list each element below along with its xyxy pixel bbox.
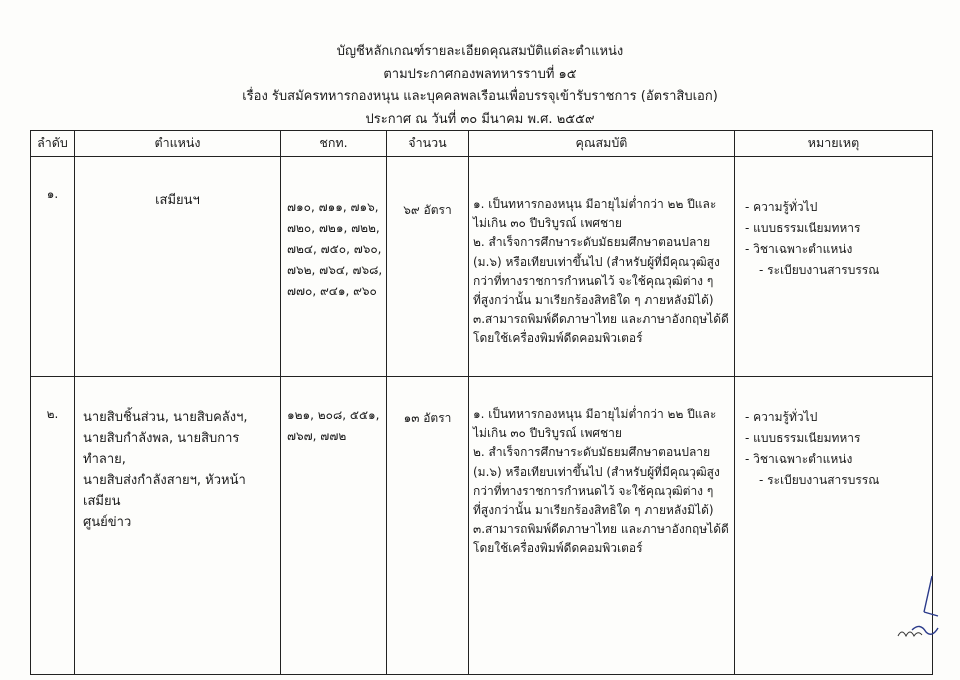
qualification-line: ๓.สามารถพิมพ์ดีดภาษาไทย และภาษาอังกฤษได้ดี bbox=[473, 312, 729, 327]
header-code: ชกท. bbox=[281, 131, 387, 157]
remark-item: - วิชาเฉพาะตำแหน่ง bbox=[745, 242, 853, 256]
qualification-line: ๑. เป็นทหารกองหนุน มีอายุไม่ต่ำกว่า ๒๒ ปีและ bbox=[473, 407, 717, 421]
remark-item: - ความรู้ทั่วไป bbox=[745, 200, 818, 214]
qualifications-table bbox=[30, 130, 933, 675]
qualification-line: ๑. เป็นทหารกองหนุน มีอายุไม่ต่ำกว่า ๒๒ ปีและ bbox=[473, 197, 717, 211]
qualification-line: โดยใช้เครื่องพิมพ์ดีดคอมพิวเตอร์ bbox=[473, 541, 643, 556]
row-order: ๑. bbox=[31, 157, 75, 377]
code-line: ๗๒๐, ๗๒๑, ๗๒๒, bbox=[287, 221, 380, 235]
qualification-line: กว่าที่ทางราชการกำหนดไว้ จะใช้คุณวุฒิต่าง ๆ bbox=[473, 273, 714, 288]
header-order: ลำดับ bbox=[31, 131, 75, 157]
row-count: ๑๓ อัตรา bbox=[387, 377, 469, 675]
header-title: บัญชีหลักเกณฑ์รายละเอียดคุณสมบัติแต่ละตำแหน่ง bbox=[336, 44, 624, 59]
remark-item: - แบบธรรมเนียมทหาร bbox=[745, 431, 861, 445]
qualification-line: ๒. สำเร็จการศึกษาระดับมัธยมศึกษาตอนปลาย bbox=[473, 235, 711, 250]
remark-item: - ระเบียบงานสารบรรณ bbox=[759, 473, 880, 487]
qualification-line: ไม่เกิน ๓๐ ปีบริบูรณ์ เพศชาย bbox=[473, 216, 622, 231]
row-codes bbox=[281, 377, 387, 675]
qualification-line: กว่าที่ทางราชการกำหนดไว้ จะใช้คุณวุฒิต่าง ๆ bbox=[473, 483, 714, 498]
header-subject: เรื่อง รับสมัครทหารกองหนุน และบุคคลพลเรือนเพื่อบรรจุเข้ารับราชการ (อัตราสิบเอก) bbox=[242, 89, 718, 104]
code-line: ๗๖๗, ๗๗๒ bbox=[287, 429, 347, 443]
row-position bbox=[75, 377, 281, 675]
qualification-line: (ม.๖) หรือเทียบเท่าขึ้นไป (สำหรับผู้ที่มีคุณวุฒิสูง bbox=[473, 254, 720, 269]
position-line: นายสิบกำลังพล, นายสิบการทำลาย, bbox=[83, 431, 240, 467]
qualification-line: ที่สูงกว่านั้น มาเรียกร้องสิทธิใด ๆ ภายหลังมิได้) bbox=[473, 503, 714, 518]
remark-item: - ระเบียบงานสารบรรณ bbox=[759, 263, 880, 277]
code-line: ๗๖๒, ๗๖๔, ๗๖๘, bbox=[287, 263, 383, 277]
header-announcement: ตามประกาศกองพลทหารราบที่ ๑๕ bbox=[383, 67, 577, 82]
row-position bbox=[75, 157, 281, 377]
row-codes bbox=[281, 157, 387, 377]
qualification-line: โดยใช้เครื่องพิมพ์ดีดคอมพิวเตอร์ bbox=[473, 331, 643, 346]
qualification-line: ที่สูงกว่านั้น มาเรียกร้องสิทธิใด ๆ ภายหลังมิได้) bbox=[473, 293, 714, 308]
handwritten-initials-mark bbox=[896, 626, 926, 640]
remark-item: - ความรู้ทั่วไป bbox=[745, 410, 818, 424]
table-row bbox=[31, 157, 933, 377]
header-date: ประกาศ ณ วันที่ ๓๐ มีนาคม พ.ศ. ๒๕๕๙ bbox=[365, 112, 595, 127]
position-line: นายสิบชิ้นส่วน, นายสิบคลังฯ, bbox=[83, 410, 248, 425]
header-qualifications: คุณสมบัติ bbox=[469, 131, 735, 157]
header-count: จำนวน bbox=[387, 131, 469, 157]
table-row bbox=[31, 377, 933, 675]
header-remarks: หมายเหตุ bbox=[735, 131, 933, 157]
position-line: เสมียนฯ bbox=[155, 193, 200, 208]
qualification-line: ไม่เกิน ๓๐ ปีบริบูรณ์ เพศชาย bbox=[473, 426, 622, 441]
code-line: ๗๑๐, ๗๑๑, ๗๑๖, bbox=[287, 200, 379, 214]
position-line: นายสิบส่งกำลังสายฯ, หัวหน้าเสมียน bbox=[83, 473, 246, 509]
code-line: ๑๒๑, ๒๐๘, ๕๕๑, bbox=[287, 408, 380, 422]
code-line: ๗๗๐, ๙๔๑, ๙๖๐ bbox=[287, 284, 377, 298]
code-line: ๗๒๔, ๗๕๐, ๗๖๐, bbox=[287, 242, 382, 256]
table-header-row bbox=[31, 131, 933, 157]
position-line: ศูนย์ข่าว bbox=[83, 515, 132, 530]
row-qualifications bbox=[469, 377, 735, 675]
remark-item: - วิชาเฉพาะตำแหน่ง bbox=[745, 452, 853, 466]
row-count: ๖๙ อัตรา bbox=[387, 157, 469, 377]
row-remarks bbox=[735, 157, 933, 377]
row-qualifications bbox=[469, 157, 735, 377]
qualification-line: (ม.๖) หรือเทียบเท่าขึ้นไป (สำหรับผู้ที่มีคุณวุฒิสูง bbox=[473, 464, 720, 479]
remark-item: - แบบธรรมเนียมทหาร bbox=[745, 221, 861, 235]
qualification-line: ๒. สำเร็จการศึกษาระดับมัธยมศึกษาตอนปลาย bbox=[473, 445, 711, 460]
header-position: ตำแหน่ง bbox=[75, 131, 281, 157]
row-order: ๒. bbox=[31, 377, 75, 675]
qualification-line: ๓.สามารถพิมพ์ดีดภาษาไทย และภาษาอังกฤษได้ดี bbox=[473, 522, 729, 537]
